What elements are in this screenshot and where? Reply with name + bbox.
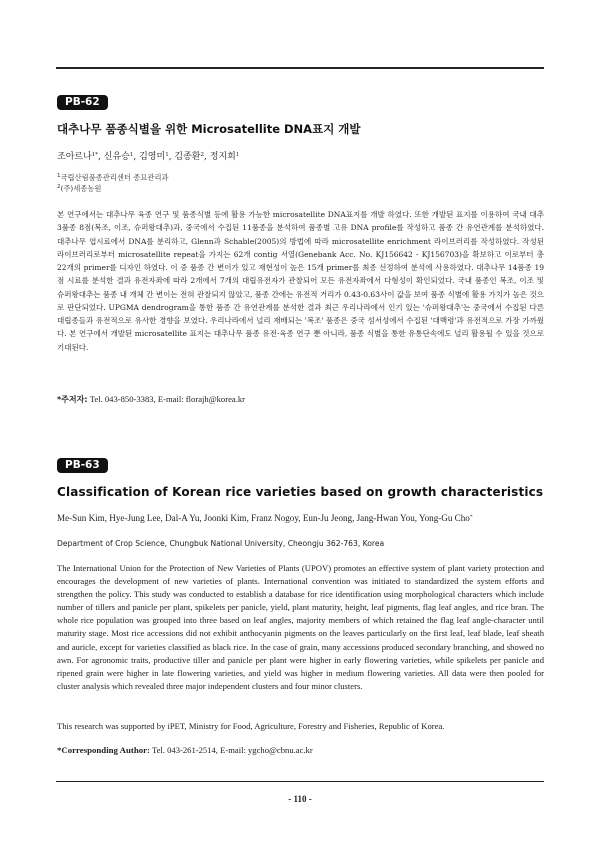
- abstract-body: 본 연구에서는 대추나무 육종 연구 및 품종식별 등에 활용 가능한 microsatellite DNA표지를 개발 하였다. 또한 개발된 표지를 이용하여 국내 대추 3품종 8점(복조, 이조, 슈퍼왕대추)과, 중국에서 수집된 11품종을 분석하여 품종별 고유 DNA profile를 작성하고 품종 간 유연관계를 분석하였다. 대추나무 엽시료에서 DNA를 분리하고, Glenn과 Schable(2005)의 방법에 따라 microsatellite enrichment 라이브러리를 작성하였다. 작성된 라이브러리로부터 microsatellite repeat을 가지는 62개 contig 서열(Genebank Acc. No. KJ156642 - KJ156703)을 확보하고 이로부터 총 22개의 primer를 디자인 하였다. 이 중 품종 간 변이가 있고 재현성이 높은 15개 primer를 최종 선정하여 분석에 사용하였다. 대추나무 14품종 19점 시료를 분석한 결과 유전자좌에 따라 2개에서 7개의 대립유전자가 관찰되어 모든 유전자좌에서 다형성이 확인되었다. 국내 품종인 복조, 이조 및 슈퍼왕대추는 품종 내 개체 간 변이는 전혀 관찰되지 않았고, 품종 간에는 유전적 거리가 0.43-0.63사이 값을 보여 품종 식별에 활용 가치가 높은 것으로 판단되었다. UPGMA dendrogram을 통한 품종 간 유연관계를 분석한 결과 최근 우리나라에서 인기 있는 '슈퍼왕대추'는 중국에서 수집된 다른 대립종들과 유전적으로 유사한 경향을 보였다. 우리나라에서 널리 재배되는 '복조' 품종은 중국 섬서성에서 수집된 '대백령'과 유전적으로 가장 가까웠다. 본 연구에서 개발된 microsatellite 표지는 대추나무 품종 유전·육종 연구 뿐 아니라, 품종 식별을 통한 유통단속에도 널리 활용될 수 있을 것으로 기대된다.: [57, 210, 544, 352]
- abstract-code-badge: PB-63: [57, 458, 108, 473]
- author-sup: 2: [200, 152, 205, 158]
- contact-label: *주저자:: [57, 395, 88, 404]
- top-rule: [56, 67, 544, 69]
- author-names: Me-Sun Kim, Hye-Jung Lee, Dal-A Yu, Joonki Kim, Franz Nogoy, Eun-Ju Jeong, Jang-Hwan You, Yong-Gu Cho: [57, 513, 470, 523]
- funding-note: This research was supported by iPET, Ministry for Food, Agriculture, Forestry and Fisheries, Republic of Korea.: [57, 721, 445, 731]
- contact-line: [57, 394, 544, 405]
- author-list: [57, 513, 544, 523]
- affiliation-list: [57, 172, 544, 194]
- author-name: 김종환: [174, 152, 201, 162]
- affiliation-item: [57, 172, 544, 183]
- author-sup: 1: [129, 152, 134, 158]
- abstract-body: The International Union for the Protection of New Varieties of Plants (UPOV) promotes an effective system of plant variety protection and encourages the development of new varieties of plants. International convention was initiated to standardized the system efforts and strengthen the policy. This study was conducted to establish a database for rice identification using morphological characters which include number of tillers and panicle per plant, spikelets per panicle, yield, plant maturity, height, leaf pigments, flag leaf angles, and rice bran. The whole rice population was grouped into three based on leaf angles, majority members of which retained the flag leaf angle-character until maturity stage. Most rice accessions did not exhibit anthocyanin pigments on the leaves particularly on the first leaf, leaf blade, leaf sheath and auricle, except for varieties classified as black rice. In the case of grain, many accessions produced secondary branching, and showed no awn. For agronomic traits, productive tiller and panicle per plant were higher in early flowering varieties, while spikelets per panicle and ripened grain were higher in late flowering varieties, and yield was higher in medium flowering varieties. All data were then pooled for cluster analysis which revealed three major independent clusters and four minor clusters.: [57, 563, 544, 691]
- page-number: - 110 -: [288, 794, 312, 804]
- affiliation-item: [57, 183, 544, 194]
- author-sup: 1*: [91, 152, 99, 158]
- affiliation-text: (주)세종농원: [60, 184, 102, 193]
- author-name: 조아르나: [57, 152, 92, 162]
- author-name: 정지희: [209, 152, 236, 162]
- abstract-code-badge: PB-62: [57, 95, 108, 110]
- author-sup: *: [469, 514, 473, 520]
- affiliation-text: 국립산림품종관리센터 종묘관리과: [60, 173, 169, 182]
- abstract-title: 대추나무 품종식별을 위한 Microsatellite DNA표지 개발: [57, 122, 361, 136]
- author-sup: 1: [165, 152, 169, 158]
- affiliation-sup: 1: [57, 173, 61, 179]
- author-list: [57, 149, 544, 162]
- author-sup: 1: [235, 152, 240, 158]
- contact-label: *Corresponding Author:: [57, 745, 150, 755]
- affiliation: Department of Crop Science, Chungbuk National University, Cheongju 362-763, Korea: [57, 539, 385, 548]
- author-separator: ,: [168, 152, 175, 162]
- author-separator: ,: [98, 152, 104, 162]
- affiliation-sup: 2: [57, 184, 61, 190]
- contact-line: [57, 745, 544, 755]
- contact-text: Tel. 043-261-2514, E-mail: ygcho@cbnu.ac.kr: [151, 745, 313, 755]
- author-name: 김영미: [139, 152, 166, 162]
- author-name: 신유승: [103, 152, 130, 162]
- author-separator: ,: [204, 152, 210, 162]
- abstract-title: Classification of Korean rice varieties based on growth characteristics: [57, 485, 544, 499]
- bottom-rule: [56, 781, 544, 782]
- contact-text: Tel. 043-850-3383, E-mail: florajh@korea.kr: [89, 394, 246, 404]
- author-separator: ,: [133, 152, 140, 162]
